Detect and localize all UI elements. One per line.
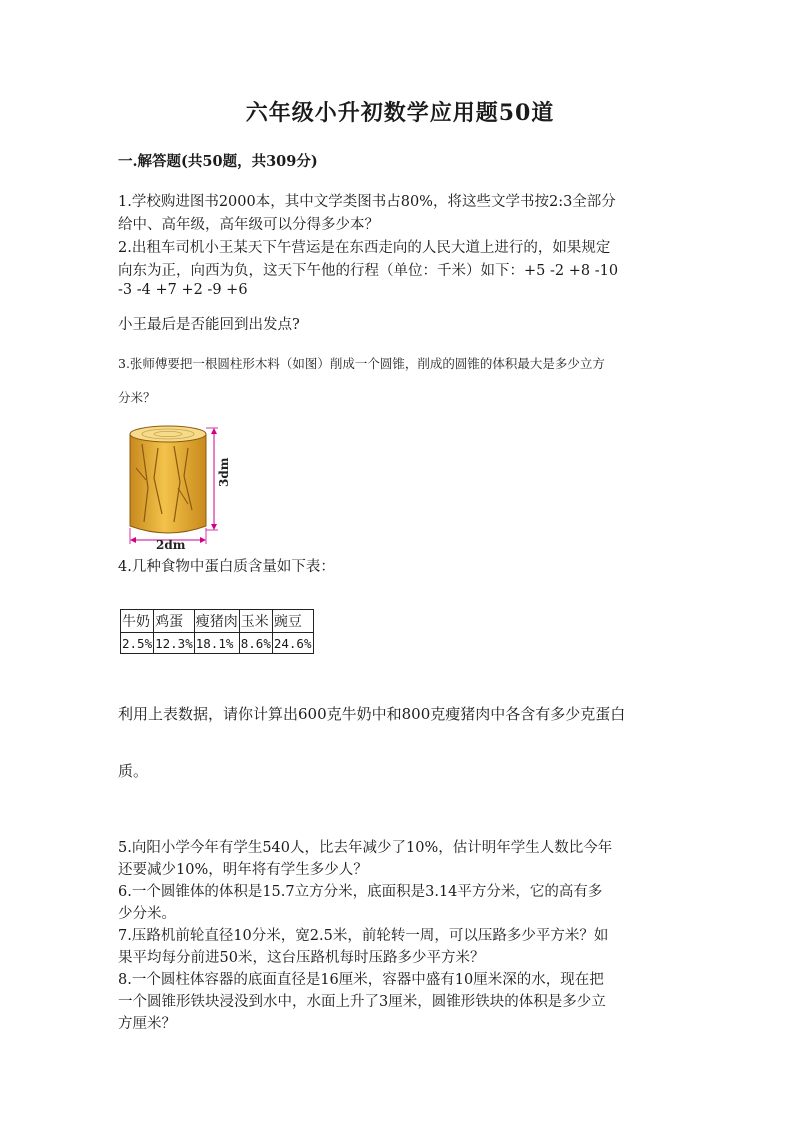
question-8-line-2: 一个圆锥形铁块浸没到水中，水面上升了3厘米，圆锥形铁块的体积是多少立: [118, 994, 606, 1010]
question-7-line-1: 7.压路机前轮直径10分米，宽2.5米，前轮转一周，可以压路多少平方米？如: [118, 928, 609, 944]
question-6-line-1: 6.一个圆锥体的体积是15.7立方分米，底面积是3.14平方分米，它的高有多: [118, 884, 603, 900]
table-header-cell: 玉米: [239, 610, 272, 633]
question-8-line-3: 方厘米？: [118, 1016, 176, 1032]
width-label: 2dm: [156, 538, 186, 550]
question-4-intro: 4.几种食物中蛋白质含量如下表：: [118, 559, 335, 575]
table-header-cell: 豌豆: [272, 610, 313, 633]
question-7-line-2: 果平均每分前进50米，这台压路机每时压路多少平方米？: [118, 950, 485, 966]
table-header-row: [121, 610, 314, 633]
question-8-line-1: 8.一个圆柱体容器的底面直径是16厘米，容器中盛有10厘米深的水，现在把: [118, 972, 604, 988]
question-6-line-2: 少分米。: [118, 906, 176, 922]
question-4-line-2: 质。: [118, 762, 149, 780]
table-value-cell: 18.1%: [194, 633, 239, 654]
question-2-line-3: -3 -4 +7 +2 -9 +6: [118, 282, 248, 298]
table-value-row: [121, 633, 314, 654]
table-value-cell: 12.3%: [154, 633, 195, 654]
question-5-line-1: 5.向阳小学今年有学生540人，比去年减少了10%，估计明年学生人数比今年: [118, 840, 613, 856]
question-4-line-1: 利用上表数据，请你计算出600克牛奶中和800克瘦猪肉中各含有多少克蛋白: [118, 705, 626, 723]
question-1-line-2: 给中、高年级，高年级可以分得多少本？: [118, 217, 379, 233]
height-label: 3dm: [217, 457, 231, 487]
table-value-cell: 24.6%: [272, 633, 313, 654]
table-header-cell: 瘦猪肉: [194, 610, 239, 633]
table-value-cell: 8.6%: [239, 633, 272, 654]
protein-table: [120, 609, 314, 654]
page-title: 六年级小升初数学应用题50道: [245, 100, 555, 126]
question-2-line-1: 2.出租车司机小王某天下午营运是在东西走向的人民大道上进行的，如果规定: [118, 240, 611, 256]
question-1-line-1: 1.学校购进图书2000本，其中文学类图书占80%，将这些文学书按2:3全部分: [118, 194, 616, 210]
table-header-cell: 牛奶: [121, 610, 154, 633]
table-value-cell: 2.5%: [121, 633, 154, 654]
question-3-line-1: 3.张师傅要把一根圆柱形木料（如图）削成一个圆锥，削成的圆锥的体积最大是多少立方: [118, 356, 605, 371]
question-3-line-2: 分米？: [118, 390, 156, 405]
question-2-line-2: 向东为正，向西为负，这天下午他的行程（单位：千米）如下：+5 -2 +8 -10: [118, 263, 619, 279]
table-header-cell: 鸡蛋: [154, 610, 195, 633]
section-heading: 一.解答题(共50题，共309分): [118, 153, 318, 170]
wood-log-illustration: [118, 418, 238, 550]
question-2-follow-up: 小王最后是否能回到出发点?: [118, 317, 300, 333]
question-5-line-2: 还要减少10%，明年将有学生多少人？: [118, 862, 368, 878]
wood-log-figure: [118, 418, 238, 554]
